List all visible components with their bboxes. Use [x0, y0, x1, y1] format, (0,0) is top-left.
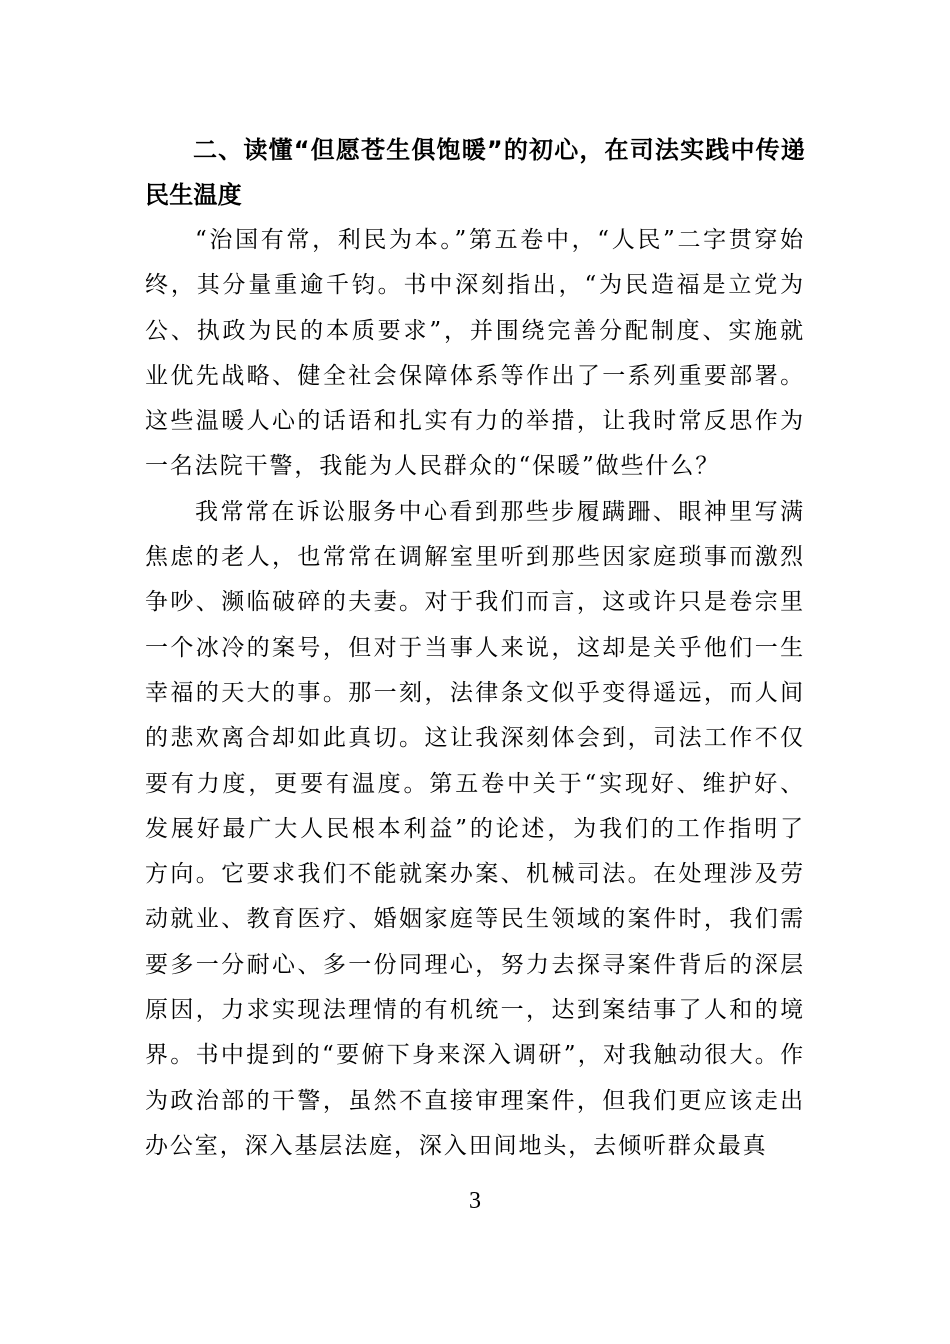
paragraph-2: 我常常在诉讼服务中心看到那些步履蹒跚、眼神里写满焦虑的老人，也常常在调解室里听到那些因家庭琐事而激烈争吵、濒临破碎的夫妻。对于我们而言，这或许只是卷宗里一个冰冷的案号，但对于当事人来说，这却是关乎他们一生幸福的天大的事。那一刻，法律条文似乎变得遥远，而人间的悲欢离合却如此真切。这让我深刻体会到，司法工作不仅要有力度，更要有温度。第五卷中关于“实现好、维护好、发展好最广大人民根本利益”的论述，为我们的工作指明了方向。它要求我们不能就案办案、机械司法。在处理涉及劳动就业、教育医疗、婚姻家庭等民生领域的案件时，我们需要多一分耐心、多一份同理心，努力去探寻案件背后的深层原因，力求实现法理情的有机统一，达到案结事了人和的境界。书中提到的“要俯下身来深入调研”，对我触动很大。作为政治部的干警，虽然不直接审理案件，但我们更应该走出办公室，深入基层法庭，深入田间地头，去倾听群众最真	[145, 498, 805, 1159]
page-number: 3	[469, 1188, 481, 1214]
document-body	[145, 128, 805, 1169]
paragraph-1: “治国有常，利民为本。”第五卷中，“人民”二字贯穿始终，其分量重逾千钧。书中深刻指出，“为民造福是立党为公、执政为民的本质要求”，并围绕完善分配制度、实施就业优先战略、健全社会保障体系等作出了一系列重要部署。这些温暖人心的话语和扎实有力的举措，让我时常反思作为一名法院干警，我能为人民群众的“保暖”做些什么？	[145, 227, 805, 480]
section-heading: 二、读懂“但愿苍生俱饱暖”的初心，在司法实践中传递民生温度	[145, 136, 805, 209]
